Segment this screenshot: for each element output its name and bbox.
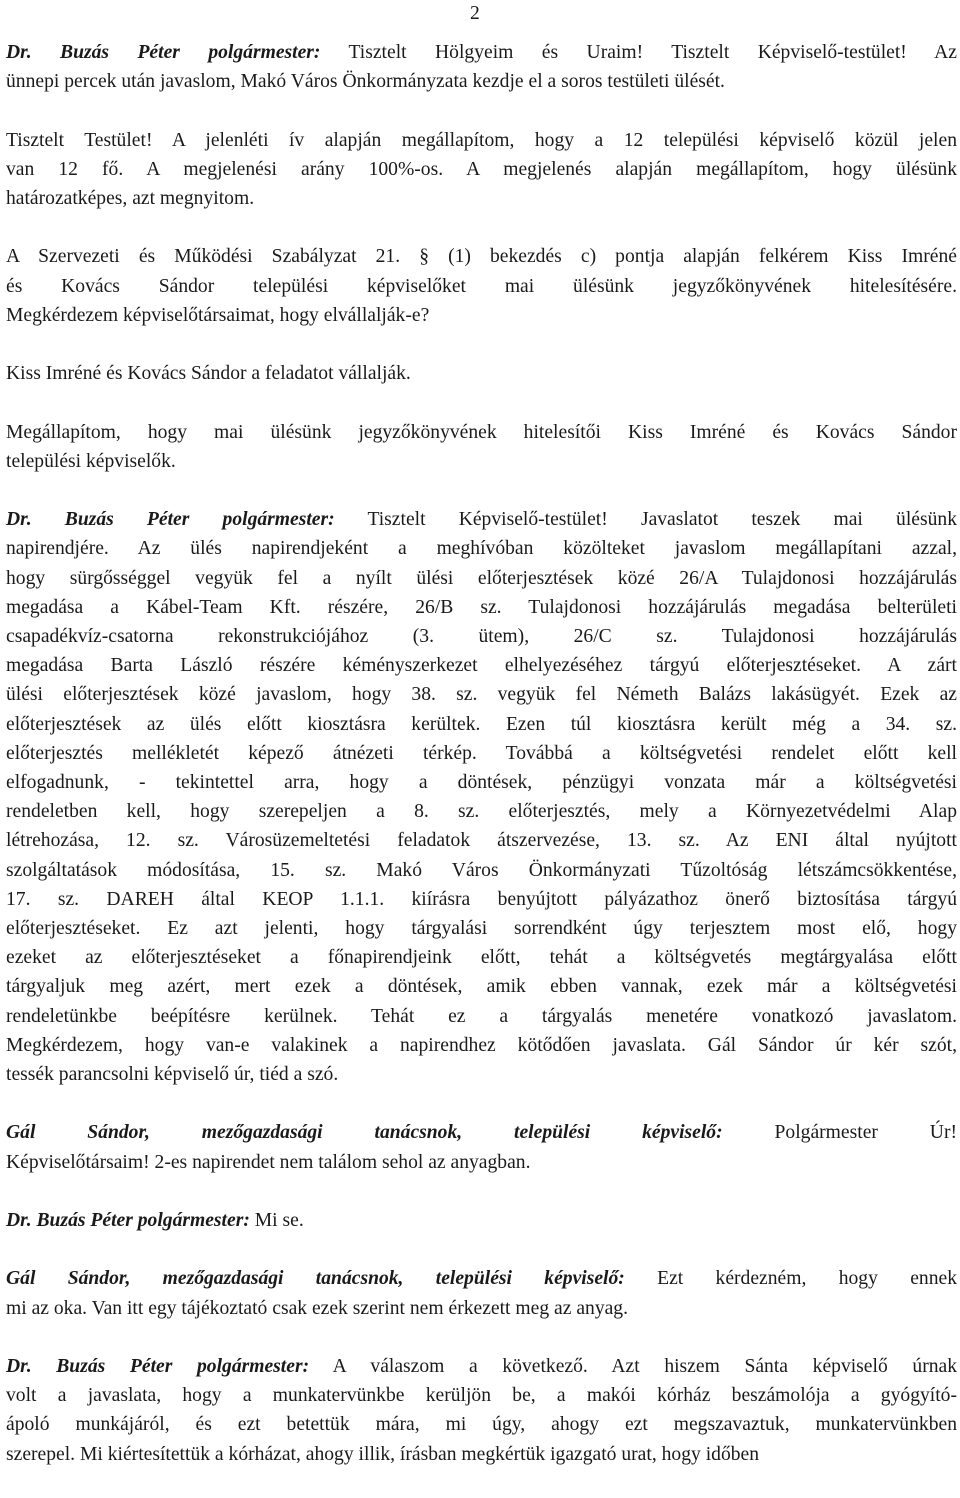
line-text: megadása Barta László részére kéményszerkezet elhelyezéséhez tárgyú előterjesztéseket. A zárt: [6, 655, 957, 677]
text-line: [6, 272, 957, 301]
page-number: 2: [470, 3, 480, 24]
text-line: [6, 67, 957, 96]
speaker-name: Dr. Buzás Péter polgármester:: [6, 1210, 250, 1232]
line-text: 17. sz. DAREH által KEOP 1.1.1. kiírásra benyújtott pályázathoz önerő biztosítása tárgyú: [6, 888, 957, 910]
line-text: A Szervezeti és Működési Szabályzat 21. § (1) bekezdés c) pontja alapján felkérem Kiss Imréné: [6, 246, 957, 268]
line-text: előterjesztéseket. Ez azt jelenti, hogy tárgyalási sorrendként úgy terjesztem most elő, hogy: [6, 918, 957, 940]
text-line: [6, 1002, 957, 1031]
line-text: elfogadnunk, - tekintettel arra, hogy a döntések, pénzügyi vonzata már a költségvetési: [6, 772, 957, 793]
text-line: [6, 885, 957, 914]
line-text: határozatképes, azt megnyitom.: [6, 188, 255, 209]
line-text: létrehozása, 12. sz. Városüzemeltetési feladatok átszervezése, 13. sz. Az ENI által nyújtott: [6, 830, 957, 852]
text-line: [6, 359, 957, 388]
line-text: rendeletünkbe beépítésre kerülnek. Tehát ez a tárgyalás menetére vonatkozó javaslatom.: [6, 1005, 957, 1027]
text-line: [6, 1440, 957, 1469]
text-line: [6, 739, 957, 768]
text-line: [6, 534, 957, 563]
paragraph: [6, 1264, 957, 1322]
text-line: [6, 1352, 957, 1381]
text-line: [6, 242, 957, 271]
line-text: volt a javaslata, hogy a munkatervünkbe kerüljön be, a makói kórház beszámolója a gyógyító-: [6, 1385, 957, 1407]
line-text: van 12 fő. A megjelenési arány 100%-os. A megjelenés alapján megállapítom, hogy ülésünk: [6, 158, 957, 180]
speaker-name: Dr. Buzás Péter polgármester:: [6, 42, 321, 63]
line-text: ünnepi percek után javaslom, Makó Város Önkormányzata kezdje el a soros testületi ülését.: [6, 71, 725, 93]
text-line: [6, 1060, 957, 1089]
text-line: [6, 1148, 957, 1177]
line-text: szolgáltatások módosítása, 15. sz. Makó Város Önkormányzati Tűzoltóság létszámcsökkentése,: [6, 859, 957, 881]
line-text: előterjesztések az ülés előtt kiosztásra kerültek. Ezen túl kiosztásra került még a 34. sz.: [6, 713, 957, 735]
text-line: [6, 856, 957, 885]
document-body: [6, 38, 957, 1498]
line-text: mi az oka. Van itt egy tájékoztató csak ezek szerint nem érkezett meg az anyag.: [6, 1297, 629, 1319]
line-text: Tisztelt Hölgyeim és Uraim! Tisztelt Képviselő-testület! Az: [320, 42, 957, 63]
paragraph: [6, 359, 957, 388]
line-text: Tisztelt Képviselő-testület! Javaslatot teszek mai ülésünk: [334, 509, 957, 531]
text-line: [6, 564, 957, 593]
paragraph: [6, 38, 957, 96]
text-line: [6, 826, 957, 855]
paragraph: [6, 505, 957, 1089]
line-text: Ezt kérdezném, hogy ennek: [624, 1268, 957, 1290]
text-line: [6, 651, 957, 680]
paragraph: [6, 242, 957, 330]
text-line: [6, 797, 957, 826]
line-text: ápoló munkájáról, és ezt betettük mára, mi úgy, ahogy ezt megszavaztuk, munkatervünkben: [6, 1414, 957, 1436]
paragraph: [6, 1352, 957, 1469]
text-line: [6, 972, 957, 1001]
text-line: [6, 1206, 957, 1235]
text-line: [6, 1264, 957, 1293]
line-text: szerepel. Mi kiértesítettük a kórházat, ahogy illik, írásban megkértük igazgató urat, hogy időben: [6, 1443, 760, 1465]
line-text: rendeletben kell, hogy szerepeljen a 8. sz. előterjesztés, mely a Környezetvédelmi Alap: [6, 801, 957, 823]
paragraph: [6, 1118, 957, 1176]
line-text: Mi se.: [249, 1210, 304, 1232]
line-text: Megkérdezem, hogy van-e valakinek a napirendhez kötődően javaslata. Gál Sándor úr kér szót,: [6, 1034, 957, 1056]
line-text: előterjesztés mellékletét képező átnézeti térkép. Továbbá a költségvetési rendelet előtt kell: [6, 742, 957, 764]
line-text: települési képviselők.: [6, 450, 176, 472]
line-text: A válaszom a következő. Azt hiszem Sánta képviselő úrnak: [309, 1356, 958, 1377]
line-text: ezeket az előterjesztéseket a főnapirendjeink előtt, tehát a költségvetés megtárgyalása előtt: [6, 947, 957, 969]
line-text: tessék parancsolni képviselő úr, tiéd a szó.: [6, 1064, 339, 1086]
text-line: [6, 622, 957, 651]
text-line: [6, 914, 957, 943]
text-line: [6, 38, 957, 67]
line-text: hogy sürgősséggel vegyük fel a nyílt ülési előterjesztések közé 26/A Tulajdonosi hozzájárulás: [6, 567, 957, 589]
line-text: Megkérdezem képviselőtársaimat, hogy elvállalják-e?: [6, 304, 430, 326]
text-line: [6, 1031, 957, 1060]
line-text: Tisztelt Testület! A jelenléti ív alapján megállapítom, hogy a 12 települési képviselő közül jelen: [6, 129, 957, 151]
text-line: [6, 943, 957, 972]
text-line: [6, 1118, 957, 1147]
paragraph: [6, 1206, 957, 1235]
line-text: tárgyaljuk meg azért, mert ezek a döntések, amik ebben vannak, ezek már a költségvetési: [6, 976, 957, 998]
text-line: [6, 301, 957, 330]
text-line: [6, 1294, 957, 1323]
text-line: [6, 1381, 957, 1410]
speaker-name: Gál Sándor, mezőgazdasági tanácsnok, települési képviselő:: [6, 1122, 723, 1144]
text-line: [6, 768, 957, 797]
text-line: [6, 1410, 957, 1439]
speaker-name: Gál Sándor, mezőgazdasági tanácsnok, települési képviselő:: [6, 1268, 625, 1290]
line-text: csapadékvíz-csatorna rekonstrukciójához (3. ütem), 26/C sz. Tulajdonosi hozzájárulás: [6, 625, 957, 647]
text-line: [6, 155, 957, 184]
line-text: Polgármester Úr!: [722, 1122, 957, 1144]
line-text: ülési előterjesztések közé javaslom, hogy 38. sz. vegyük fel Németh Balázs lakásügyét. Ezek az: [6, 684, 957, 706]
line-text: Kiss Imréné és Kovács Sándor a feladatot vállalják.: [6, 363, 411, 385]
line-text: és Kovács Sándor települési képviselőket mai ülésünk jegyzőkönyvének hitelesítésére.: [6, 275, 957, 297]
line-text: napirendjére. Az ülés napirendjeként a meghívóban közölteket javaslom megállapítani azzal,: [6, 538, 957, 560]
line-text: Megállapítom, hogy mai ülésünk jegyzőkönyvének hitelesítői Kiss Imréné és Kovács Sándor: [6, 421, 957, 443]
text-line: [6, 126, 957, 155]
paragraph: [6, 126, 957, 214]
line-text: Képviselőtársaim! 2-es napirendet nem találom sehol az anyagban.: [6, 1151, 531, 1173]
text-line: [6, 710, 957, 739]
speaker-name: Dr. Buzás Péter polgármester:: [6, 1356, 310, 1377]
line-text: megadása a Kábel-Team Kft. részére, 26/B sz. Tulajdonosi hozzájárulás megadása belterületi: [6, 596, 957, 618]
text-line: [6, 447, 957, 476]
text-line: [6, 418, 957, 447]
text-line: [6, 593, 957, 622]
text-line: [6, 680, 957, 709]
text-line: [6, 184, 957, 213]
paragraph: [6, 418, 957, 476]
speaker-name: Dr. Buzás Péter polgármester:: [6, 509, 335, 531]
text-line: [6, 505, 957, 534]
